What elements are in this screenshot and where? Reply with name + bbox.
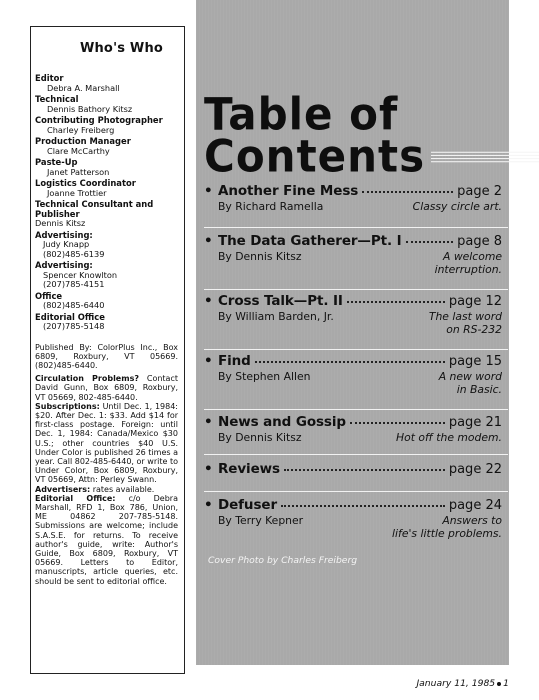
toc-entry[interactable] [204, 461, 502, 477]
toc-entry-description-line: A welcome [443, 250, 502, 263]
toc-entry-headline [204, 353, 502, 369]
toc-divider [204, 454, 508, 455]
toc-entry-page: page 8 [457, 234, 502, 249]
toc-entry-details [204, 250, 502, 276]
toc-entry-description-line: The last word [428, 310, 502, 323]
staff-role: Technical Consultant and Publisher [35, 199, 154, 219]
staff-person: Charley Freiberg [47, 124, 115, 135]
bullet-icon: • [204, 233, 213, 249]
toc-entry-title: Reviews [218, 461, 280, 477]
title-rules [431, 152, 539, 163]
staff-role: Office [35, 290, 63, 301]
toc-entry-details [204, 370, 502, 396]
staff-title: Who's Who [79, 41, 164, 56]
bullet-icon: • [204, 461, 213, 477]
staff-person: (802)485-6440 [43, 300, 105, 310]
toc-entry-author: By William Barden, Jr. [218, 310, 334, 323]
editorial-text: c/o Debra Marshall, RFD 1, Box 786, Union, ME 04862 207-785-5148. Submissions are welcome; include S.A.S.E. for returns. To receive author's guide, write: Author's Guide, Box 6809, Roxbury, VT 05669. Letters to Editor, manuscripts, article queries, etc. should be sent to editorial office. [35, 493, 178, 586]
subscriptions-text: Until Dec. 1, 1984: $20. After Dec. 1: $33. Add $14 for first-class postage. Foreign: until Dec. 1, 1984: Canada/Mexico $30 U.S.; other countries $40 U.S. Under Color is published 26 times a year. Call 802-485-6440, or write to Under Color, Box 6809, Roxbury, VT 05669, Attn: Perley Swann. [35, 401, 178, 485]
staff-person: Joanne Trottier [47, 187, 107, 198]
published-by: Published By: ColorPlus Inc., Box 6809, Roxbury, VT 05669. (802)485-6440. [35, 342, 178, 370]
toc-entry-description-line: on RS-232 [446, 323, 502, 336]
cover-credit: Cover Photo by Charles Freiberg [208, 555, 358, 566]
bullet-icon: • [204, 497, 213, 513]
advertisers-text: rates available. [90, 484, 155, 494]
staff-person: Spencer Knowlton [43, 269, 118, 280]
dot-leader [284, 460, 445, 471]
dot-leader [350, 413, 445, 424]
staff-role: Advertising: [35, 229, 93, 240]
toc-entry-details [204, 310, 502, 336]
dot-leader [347, 292, 445, 303]
toc-entry-details [204, 200, 502, 213]
toc-entry[interactable] [204, 183, 502, 213]
toc-entry-headline [204, 497, 502, 513]
footer-page-number: 1 [503, 678, 509, 689]
staff-role: Advertising: [35, 260, 93, 270]
bullet-icon: • [204, 414, 213, 430]
toc-entry-title: The Data Gatherer—Pt. I [218, 233, 402, 249]
toc-entry-description [413, 200, 502, 213]
toc-entry-page: page 15 [448, 354, 502, 369]
toc-entry-page: page 21 [448, 415, 502, 430]
toc-entry-headline [204, 414, 502, 430]
toc-heading-line2: Contents [204, 130, 426, 183]
staff-role: Production Manager [35, 136, 131, 146]
toc-entry-page: page 24 [448, 498, 502, 513]
circulation-text: Contact David Gunn, Box 6809, Roxbury, VT 05669, 802-485-6440. [35, 374, 178, 402]
toc-entry-description [392, 514, 502, 540]
toc-entry-title: Find [218, 353, 251, 369]
staff-person: Dennis Kitsz [35, 218, 86, 228]
staff-role: Logistics Coordinator [35, 178, 136, 188]
toc-entry[interactable] [204, 414, 502, 444]
staff-role: Editor [35, 73, 64, 83]
staff-box [30, 26, 185, 674]
toc-entry-headline [204, 293, 502, 309]
toc-entry[interactable] [204, 233, 502, 276]
toc-entry-author: By Terry Kepner [218, 514, 304, 527]
toc-entry[interactable] [204, 293, 502, 336]
toc-entry-title: Cross Talk—Pt. II [218, 293, 343, 309]
subscriptions-label: Subscriptions: [35, 401, 100, 411]
toc-entry-title: Defuser [218, 497, 277, 513]
staff-notes [35, 343, 178, 586]
toc-divider [204, 491, 508, 492]
toc-entry[interactable] [204, 497, 502, 540]
toc-entry-author: By Dennis Kitsz [218, 431, 302, 444]
advertisers-label: Advertisers: [35, 484, 91, 494]
toc-entry-headline [204, 183, 502, 199]
bullet-icon: • [204, 183, 213, 199]
dot-leader [281, 496, 445, 507]
dot-leader [406, 232, 454, 243]
toc-entry-description-line: in Basic. [456, 383, 502, 396]
toc-entry-description [439, 370, 502, 396]
toc-entry-title: Another Fine Mess [218, 183, 359, 199]
staff-person: (207)785-4151 [43, 279, 105, 289]
staff-person: Judy Knapp [43, 239, 90, 249]
editorial-label: Editorial Office: [35, 493, 116, 503]
toc-entry-description [429, 310, 502, 336]
toc-entry-description-line: Classy circle art. [412, 200, 502, 213]
toc-panel [196, 0, 509, 665]
staff-roles [35, 74, 178, 332]
staff-role: Contributing Photographer [35, 115, 163, 125]
bullet-icon: • [204, 293, 213, 309]
page-footer [416, 678, 509, 689]
bullet-icon: • [204, 353, 213, 369]
toc-heading-line1: Table of [204, 88, 399, 141]
toc-entry-author: By Dennis Kitsz [218, 250, 302, 263]
toc-entry-page: page 2 [457, 184, 502, 199]
toc-entry-description-line: Hot off the modem. [396, 431, 502, 444]
circulation-label: Circulation Problems? [35, 374, 139, 384]
toc-entry-details [204, 514, 502, 540]
toc-entry-headline [204, 461, 502, 477]
toc-entry-description-line: interruption. [434, 263, 502, 276]
toc-entry-headline [204, 233, 502, 249]
footer-bullet [497, 682, 501, 686]
staff-role: Editorial Office [35, 311, 105, 322]
staff-person: (802)485-6139 [43, 248, 105, 259]
toc-entry-author: By Richard Ramella [218, 200, 324, 213]
toc-entry-page: page 22 [448, 462, 502, 477]
toc-entry-description [435, 250, 502, 276]
toc-entry-description [396, 431, 502, 444]
staff-person: Debra A. Marshall [47, 82, 120, 93]
dot-leader [362, 182, 453, 193]
toc-heading-line2-row [204, 130, 539, 183]
toc-heading [204, 88, 539, 183]
toc-entry-page: page 12 [448, 294, 502, 309]
toc-entry-description-line: Answers to [442, 514, 502, 527]
toc-entry-details [204, 431, 502, 444]
toc-entry-author: By Stephen Allen [218, 370, 311, 383]
staff-person: Janet Patterson [47, 166, 110, 177]
toc-entry-description-line: life's little problems. [392, 527, 502, 540]
toc-divider [204, 227, 508, 228]
staff-person: Dennis Bathory Kitsz [47, 103, 133, 114]
toc-divider [204, 349, 508, 350]
toc-divider [204, 409, 508, 410]
toc-entry[interactable] [204, 353, 502, 396]
toc-divider [204, 289, 508, 290]
circulation-note [35, 374, 178, 586]
toc-entry-description-line: A new word [438, 370, 502, 383]
staff-role: Technical [35, 94, 79, 104]
toc-entry-title: News and Gossip [218, 414, 346, 430]
dot-leader [255, 352, 445, 363]
staff-role: Paste-Up [35, 157, 78, 167]
staff-person: Clare McCarthy [47, 145, 110, 156]
footer-date: January 11, 1985 [416, 678, 496, 689]
staff-person: (207)785-5148 [43, 321, 105, 331]
